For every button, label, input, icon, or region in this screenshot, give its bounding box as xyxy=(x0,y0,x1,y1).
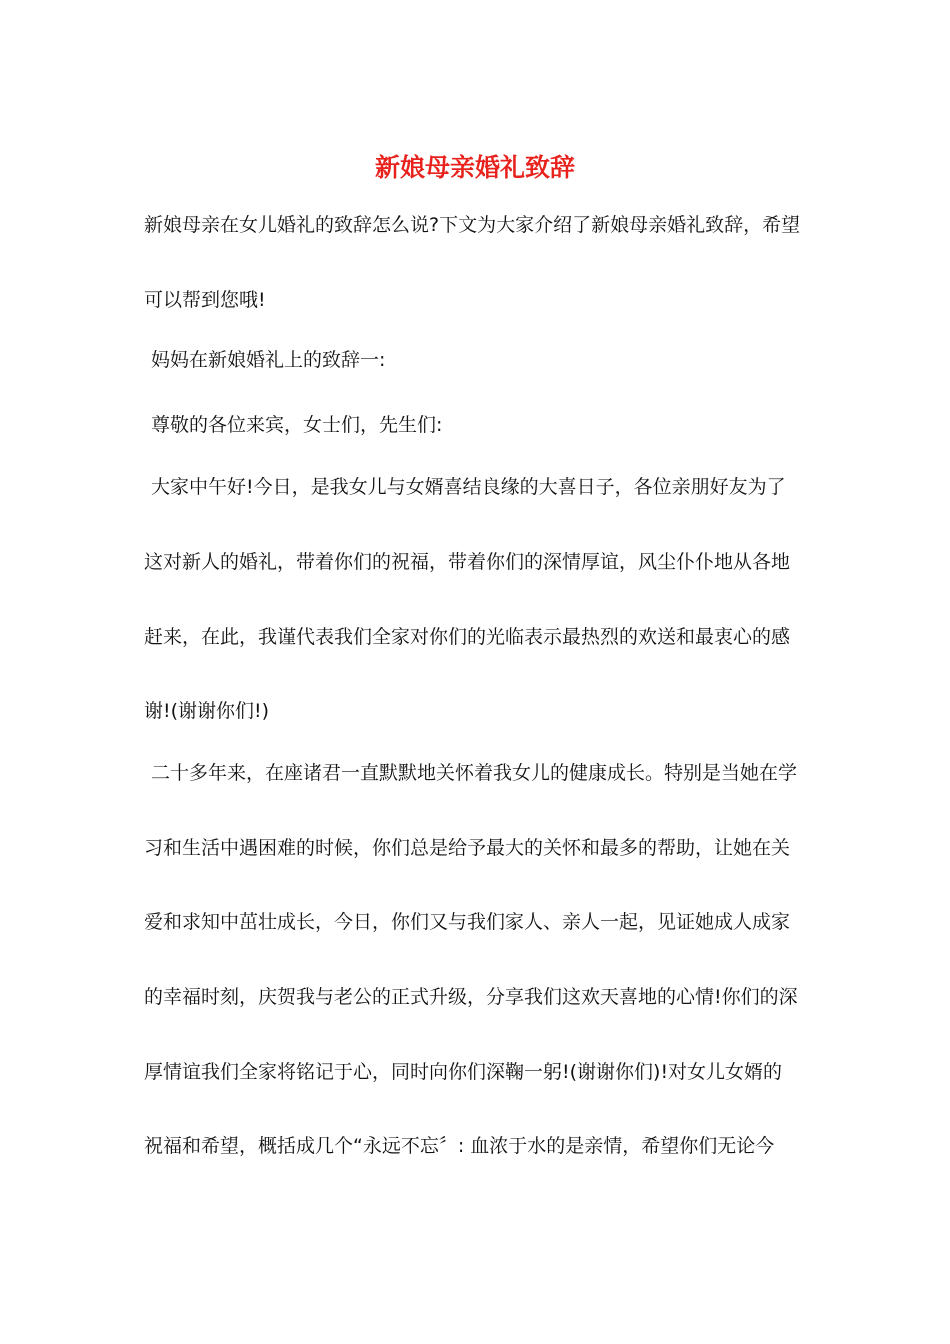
paragraph-line: 二十多年来，在座诸君一直默默地关怀着我女儿的健康成长。特别是当她在学 xyxy=(151,762,798,784)
paragraph-line: 厚情谊我们全家将铭记于心，同时向你们深鞠一躬!(谢谢你们)!对女儿女婿的 xyxy=(144,1061,783,1083)
paragraph-line: 新娘母亲在女儿婚礼的致辞怎么说?下文为大家介绍了新娘母亲婚礼致辞，希望 xyxy=(144,214,801,236)
paragraph-line: 谢!(谢谢你们!) xyxy=(144,700,270,722)
paragraph-line: 大家中午好!今日，是我女儿与女婿喜结良缘的大喜日子，各位亲朋好友为了 xyxy=(151,476,786,498)
paragraph-line: 尊敬的各位来宾，女士们，先生们: xyxy=(151,414,443,436)
document-title: 新娘母亲婚礼致辞 xyxy=(374,153,575,182)
paragraph-line: 这对新人的婚礼，带着你们的祝福，带着你们的深情厚谊，风尘仆仆地从各地 xyxy=(144,551,791,573)
paragraph-line: 祝福和希望，概括成几个“永远不忘〞: 血浓于水的是亲情，希望你们无论今 xyxy=(144,1135,775,1157)
paragraph-line: 的幸福时刻，庆贺我与老公的正式升级，分享我们这欢天喜地的心情!你们的深 xyxy=(144,986,798,1008)
paragraph-line: 妈妈在新娘婚礼上的致辞一: xyxy=(151,349,386,371)
paragraph-line: 赶来，在此，我谨代表我们全家对你们的光临表示最热烈的欢送和最衷心的感 xyxy=(144,626,791,648)
paragraph-line: 爱和求知中茁壮成长，今日，你们又与我们家人、亲人一起，见证她成人成家 xyxy=(144,911,791,933)
paragraph-line: 可以帮到您哦! xyxy=(144,289,266,311)
paragraph-line: 习和生活中遇困难的时候，你们总是给予最大的关怀和最多的帮助，让她在关 xyxy=(144,837,791,859)
